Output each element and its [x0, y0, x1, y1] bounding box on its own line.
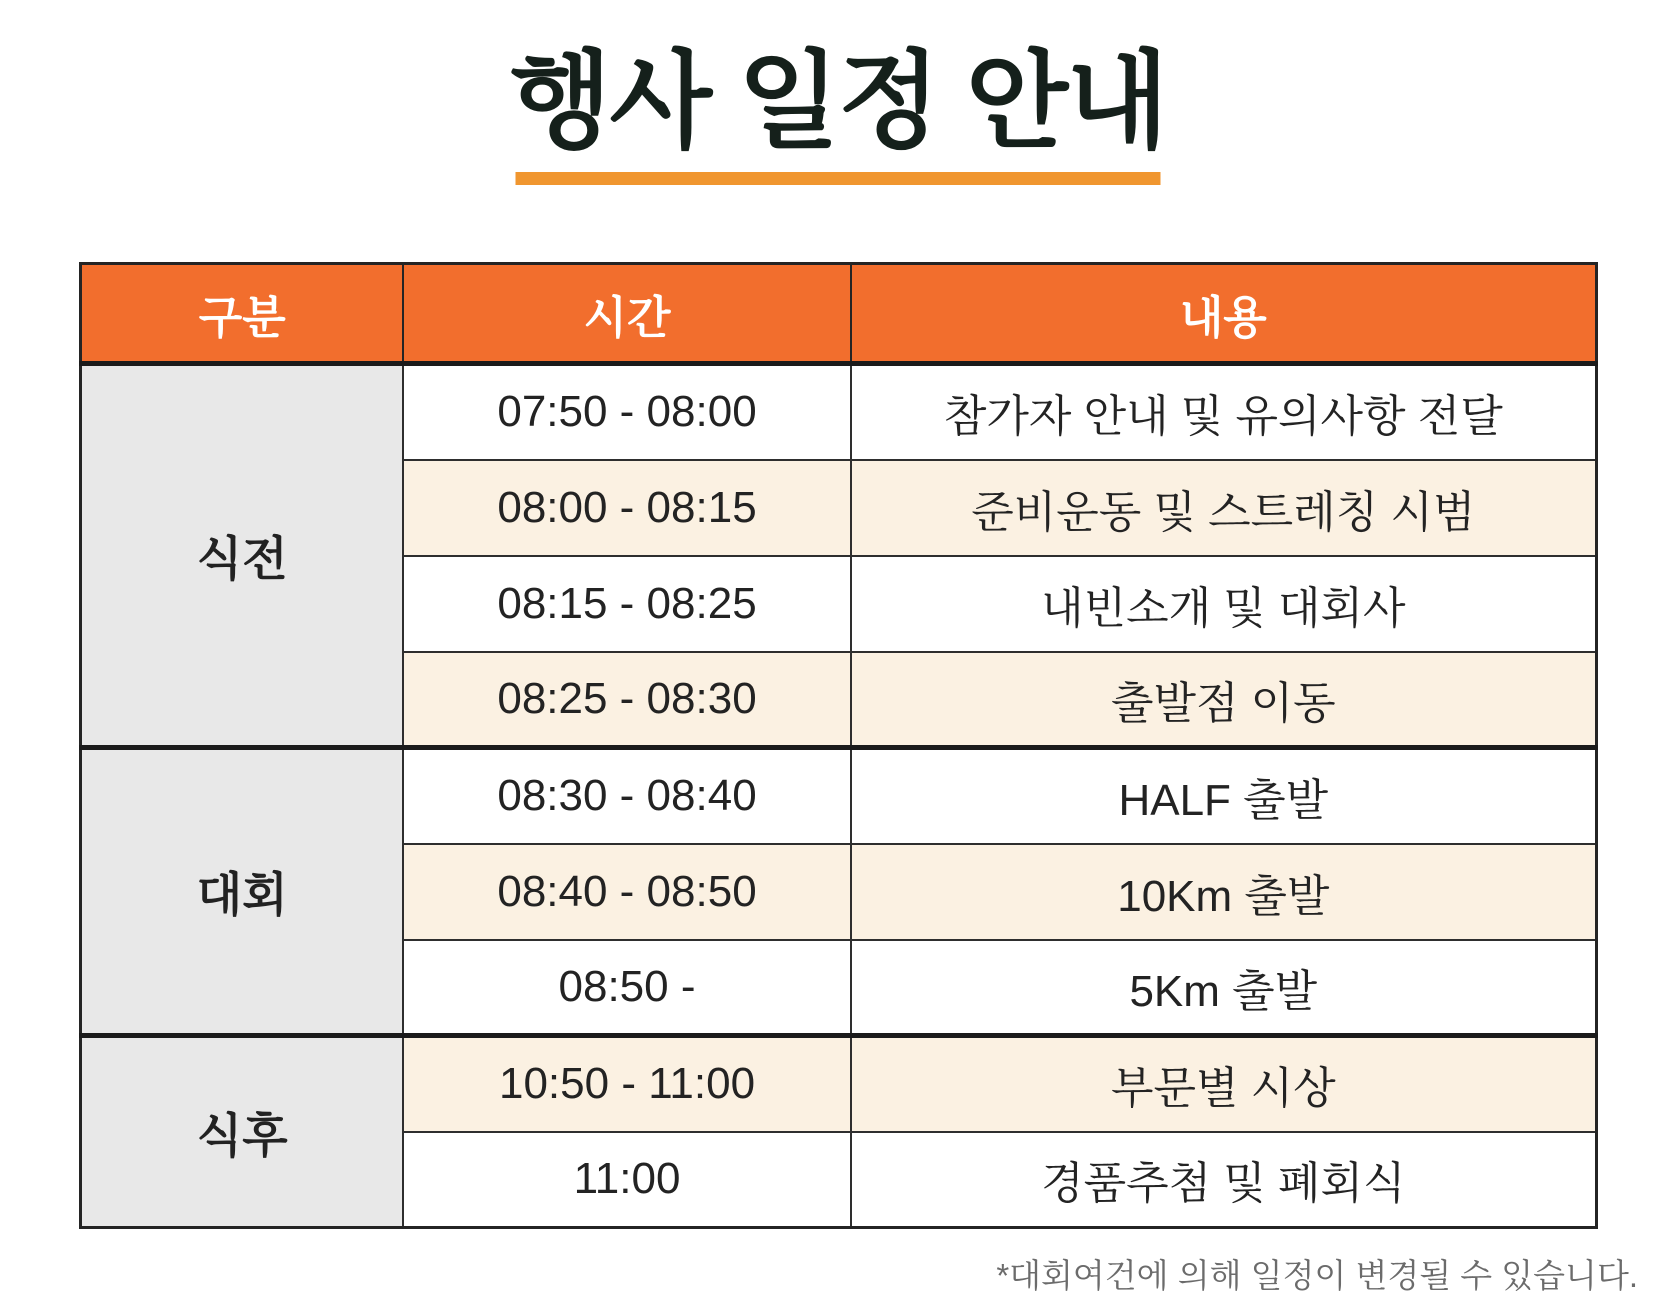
- table-header: [81, 264, 1597, 364]
- group-pre-ceremony: [81, 364, 1597, 748]
- time-cell: 08:25 - 08:30: [403, 652, 850, 748]
- column-header-content: 내용: [851, 264, 1597, 364]
- group-race: [81, 748, 1597, 1036]
- time-cell: 11:00: [403, 1132, 850, 1228]
- column-header-time: 시간: [403, 264, 850, 364]
- content-cell: 참가자 안내 및 유의사항 전달: [851, 364, 1597, 460]
- content-cell: 내빈소개 및 대회사: [851, 556, 1597, 652]
- group-post-ceremony: [81, 1036, 1597, 1228]
- schedule-table-container: [79, 262, 1598, 1229]
- table-row: [81, 748, 1597, 844]
- category-cell: 대회: [81, 748, 404, 1036]
- category-cell: 식전: [81, 364, 404, 748]
- time-cell: 10:50 - 11:00: [403, 1036, 850, 1132]
- content-cell: 5Km 출발: [851, 940, 1597, 1036]
- time-cell: 08:30 - 08:40: [403, 748, 850, 844]
- time-cell: 07:50 - 08:00: [403, 364, 850, 460]
- column-header-category: 구분: [81, 264, 404, 364]
- schedule-table: [79, 262, 1598, 1229]
- content-cell: 경품추첨 및 폐회식: [851, 1132, 1597, 1228]
- time-cell: 08:00 - 08:15: [403, 460, 850, 556]
- content-cell: 준비운동 및 스트레칭 시범: [851, 460, 1597, 556]
- content-cell: 부문별 시상: [851, 1036, 1597, 1132]
- title-underline-bar: [516, 172, 1161, 185]
- time-cell: 08:50 -: [403, 940, 850, 1036]
- time-cell: 08:40 - 08:50: [403, 844, 850, 940]
- schedule-change-footnote: *대회여건에 의해 일정이 변경될 수 있습니다.: [996, 1257, 1638, 1294]
- time-cell: 08:15 - 08:25: [403, 556, 850, 652]
- content-cell: 10Km 출발: [851, 844, 1597, 940]
- content-cell: HALF 출발: [851, 748, 1597, 844]
- table-row: [81, 364, 1597, 460]
- content-cell: 출발점 이동: [851, 652, 1597, 748]
- category-cell: 식후: [81, 1036, 404, 1228]
- header-row: [81, 264, 1597, 364]
- page-title: 행사 일정 안내: [509, 43, 1167, 161]
- table-row: [81, 1036, 1597, 1132]
